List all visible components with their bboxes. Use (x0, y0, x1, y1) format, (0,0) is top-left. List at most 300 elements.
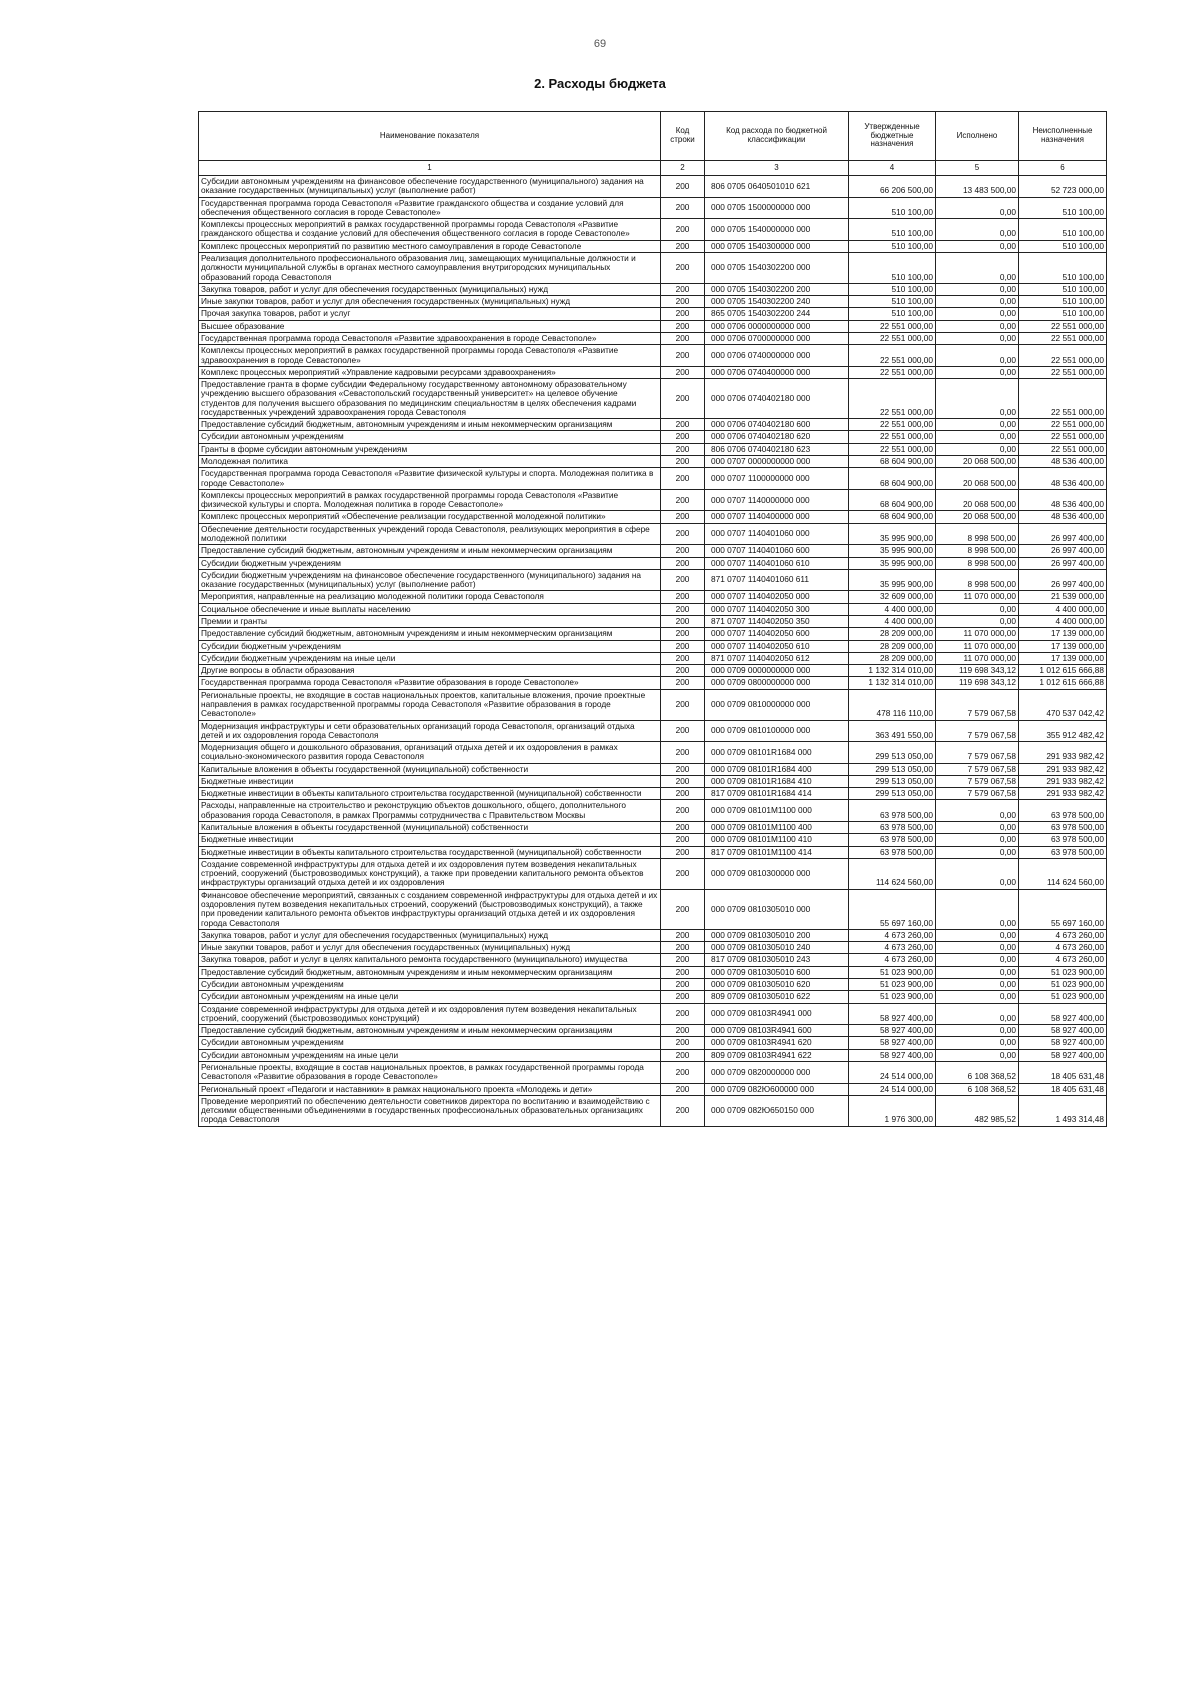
row-kbk: 000 0709 08101R1684 400 (705, 763, 849, 775)
row-approved: 299 513 050,00 (849, 742, 936, 764)
row-approved: 510 100,00 (849, 240, 936, 252)
row-executed: 0,00 (936, 419, 1019, 431)
column-number-row (199, 161, 1107, 176)
table-row (199, 176, 1107, 198)
row-executed: 0,00 (936, 954, 1019, 966)
row-line-code: 200 (661, 176, 705, 198)
row-kbk: 000 0707 1140400000 000 (705, 511, 849, 523)
expenditures-table (198, 111, 1107, 1127)
row-kbk: 000 0705 1500000000 000 (705, 197, 849, 219)
row-name: Обеспечение деятельности государственных учреждений города Севастополя, реализующих мероприятия в сфере молодежной политики (199, 523, 661, 545)
row-kbk: 000 0705 1540302200 000 (705, 252, 849, 283)
row-unexecuted: 63 978 500,00 (1019, 800, 1107, 822)
table-row (199, 489, 1107, 511)
row-line-code: 200 (661, 252, 705, 283)
row-unexecuted: 510 100,00 (1019, 197, 1107, 219)
row-unexecuted: 22 551 000,00 (1019, 320, 1107, 332)
row-line-code: 200 (661, 1095, 705, 1126)
row-unexecuted: 470 537 042,42 (1019, 689, 1107, 720)
table-row (199, 763, 1107, 775)
header-name: Наименование показателя (199, 112, 661, 161)
row-executed: 0,00 (936, 1025, 1019, 1037)
row-executed: 0,00 (936, 822, 1019, 834)
row-approved: 68 604 900,00 (849, 468, 936, 490)
row-name: Субсидии автономным учреждениям на финансовое обеспечение государственного (муниципального) задания на оказание государственных (муниципальных) услуг (выполнение работ) (199, 176, 661, 198)
row-name: Прочая закупка товаров, работ и услуг (199, 308, 661, 320)
table-row (199, 942, 1107, 954)
row-unexecuted: 58 927 400,00 (1019, 1003, 1107, 1025)
table-row (199, 1037, 1107, 1049)
row-approved: 68 604 900,00 (849, 511, 936, 523)
row-unexecuted: 1 493 314,48 (1019, 1095, 1107, 1126)
row-kbk: 000 0705 1540302200 240 (705, 296, 849, 308)
row-unexecuted: 510 100,00 (1019, 296, 1107, 308)
row-kbk: 000 0707 1140000000 000 (705, 489, 849, 511)
row-name: Мероприятия, направленные на реализацию молодежной политики города Севастополя (199, 591, 661, 603)
row-unexecuted: 18 405 631,48 (1019, 1061, 1107, 1083)
row-unexecuted: 17 139 000,00 (1019, 640, 1107, 652)
row-kbk: 000 0709 0810305010 200 (705, 929, 849, 941)
table-row (199, 240, 1107, 252)
row-approved: 478 116 110,00 (849, 689, 936, 720)
row-executed: 11 070 000,00 (936, 640, 1019, 652)
row-approved: 22 551 000,00 (849, 419, 936, 431)
table-row (199, 1049, 1107, 1061)
row-name: Реализация дополнительного профессионального образования лиц, замещающих муниципальные должности и должности муниципальной службы в органах местного самоуправления внутригородских муниципальных образований города Севастополя (199, 252, 661, 283)
row-line-code: 200 (661, 991, 705, 1003)
row-approved: 510 100,00 (849, 219, 936, 241)
table-row (199, 1095, 1107, 1126)
row-executed: 0,00 (936, 219, 1019, 241)
row-executed: 119 698 343,12 (936, 665, 1019, 677)
row-executed: 0,00 (936, 345, 1019, 367)
row-unexecuted: 22 551 000,00 (1019, 345, 1107, 367)
row-approved: 510 100,00 (849, 296, 936, 308)
row-unexecuted: 22 551 000,00 (1019, 419, 1107, 431)
row-approved: 4 400 000,00 (849, 615, 936, 627)
table-row (199, 822, 1107, 834)
row-kbk: 000 0705 1540000000 000 (705, 219, 849, 241)
row-kbk: 000 0709 0810000000 000 (705, 689, 849, 720)
row-approved: 299 513 050,00 (849, 775, 936, 787)
row-kbk: 871 0707 1140402050 612 (705, 652, 849, 664)
table-row (199, 320, 1107, 332)
header-unexecuted: Неисполненные назначения (1019, 112, 1107, 161)
table-row (199, 991, 1107, 1003)
row-kbk: 000 0705 1540300000 000 (705, 240, 849, 252)
row-approved: 510 100,00 (849, 252, 936, 283)
row-kbk: 000 0709 08101R1684 410 (705, 775, 849, 787)
row-executed: 0,00 (936, 379, 1019, 419)
table-row (199, 954, 1107, 966)
row-approved: 63 978 500,00 (849, 800, 936, 822)
row-kbk: 000 0706 0700000000 000 (705, 332, 849, 344)
row-line-code: 200 (661, 468, 705, 490)
row-approved: 22 551 000,00 (849, 366, 936, 378)
row-name: Субсидии автономным учреждениям (199, 978, 661, 990)
row-name: Региональный проект «Педагоги и наставники» в рамках национального проекта «Молодежь и дети» (199, 1083, 661, 1095)
row-kbk: 000 0709 0820000000 000 (705, 1061, 849, 1083)
row-line-code: 200 (661, 240, 705, 252)
row-executed: 0,00 (936, 615, 1019, 627)
row-line-code: 200 (661, 1037, 705, 1049)
row-executed: 6 108 368,52 (936, 1061, 1019, 1083)
table-row (199, 308, 1107, 320)
row-executed: 0,00 (936, 800, 1019, 822)
row-approved: 510 100,00 (849, 283, 936, 295)
row-executed: 6 108 368,52 (936, 1083, 1019, 1095)
table-row (199, 788, 1107, 800)
row-name: Создание современной инфраструктуры для отдыха детей и их оздоровления путем возведения некапитальных строений, сооружений (быстровозводимых конструкций), а также при проведении капитального ремонта объектов инфраструктуры организаций отдыха детей и их оздоровления (199, 858, 661, 889)
table-row (199, 557, 1107, 569)
row-line-code: 200 (661, 640, 705, 652)
page-title: 2. Расходы бюджета (534, 76, 666, 91)
row-line-code: 200 (661, 689, 705, 720)
table-row (199, 219, 1107, 241)
row-line-code: 200 (661, 652, 705, 664)
row-kbk: 871 0707 1140401060 611 (705, 569, 849, 591)
row-approved: 22 551 000,00 (849, 345, 936, 367)
row-executed: 7 579 067,58 (936, 742, 1019, 764)
table-row (199, 431, 1107, 443)
row-unexecuted: 63 978 500,00 (1019, 822, 1107, 834)
row-executed: 0,00 (936, 978, 1019, 990)
table-header-row (199, 112, 1107, 161)
row-unexecuted: 510 100,00 (1019, 283, 1107, 295)
table-row (199, 966, 1107, 978)
row-name: Государственная программа города Севастополя «Развитие физической культуры и спорта. Молодежная политика в городе Севастополе» (199, 468, 661, 490)
row-line-code: 200 (661, 677, 705, 689)
row-line-code: 200 (661, 858, 705, 889)
row-name: Комплекс процессных мероприятий «Управление кадровыми ресурсами здравоохранения» (199, 366, 661, 378)
table-row (199, 379, 1107, 419)
row-kbk: 806 0705 0640501010 621 (705, 176, 849, 198)
row-name: Расходы, направленные на строительство и реконструкцию объектов дошкольного, общего, дополнительного образования города Севастополя, в рамках Программы сотрудничества с Правительством Москвы (199, 800, 661, 822)
row-line-code: 200 (661, 320, 705, 332)
row-name: Капитальные вложения в объекты государственной (муниципальной) собственности (199, 822, 661, 834)
header-approved: Утвержденные бюджетные назначения (849, 112, 936, 161)
row-approved: 4 673 260,00 (849, 942, 936, 954)
row-unexecuted: 26 997 400,00 (1019, 545, 1107, 557)
row-unexecuted: 48 536 400,00 (1019, 468, 1107, 490)
table-row (199, 1025, 1107, 1037)
row-unexecuted: 291 933 982,42 (1019, 742, 1107, 764)
row-kbk: 000 0705 1540302200 200 (705, 283, 849, 295)
row-unexecuted: 48 536 400,00 (1019, 456, 1107, 468)
row-line-code: 200 (661, 219, 705, 241)
row-line-code: 200 (661, 431, 705, 443)
row-executed: 0,00 (936, 443, 1019, 455)
row-unexecuted: 510 100,00 (1019, 240, 1107, 252)
table-row (199, 800, 1107, 822)
row-name: Региональные проекты, не входящие в состав национальных проектов, капитальные вложения, прочие проектные направления в рамках государственной программы города Севастополя «Развитие образования в городе Севастополе» (199, 689, 661, 720)
row-unexecuted: 1 012 615 666,88 (1019, 665, 1107, 677)
row-executed: 20 068 500,00 (936, 489, 1019, 511)
row-executed: 0,00 (936, 603, 1019, 615)
row-name: Субсидии бюджетным учреждениям (199, 557, 661, 569)
table-body (199, 176, 1107, 1127)
row-kbk: 000 0706 0740402180 600 (705, 419, 849, 431)
row-executed: 0,00 (936, 889, 1019, 929)
row-kbk: 000 0707 1140401060 600 (705, 545, 849, 557)
row-line-code: 200 (661, 591, 705, 603)
row-unexecuted: 52 723 000,00 (1019, 176, 1107, 198)
row-line-code: 200 (661, 742, 705, 764)
row-kbk: 865 0705 1540302200 244 (705, 308, 849, 320)
row-name: Субсидии автономным учреждениям (199, 431, 661, 443)
row-executed: 0,00 (936, 431, 1019, 443)
row-name: Бюджетные инвестиции в объекты капитального строительства государственной (муниципальной) собственности (199, 846, 661, 858)
row-executed: 0,00 (936, 308, 1019, 320)
row-name: Закупка товаров, работ и услуг для обеспечения государственных (муниципальных) нужд (199, 283, 661, 295)
row-approved: 1 132 314 010,00 (849, 665, 936, 677)
row-name: Социальное обеспечение и иные выплаты населению (199, 603, 661, 615)
header-kbk: Код расхода по бюджетной классификации (705, 112, 849, 161)
table-row (199, 1083, 1107, 1095)
row-approved: 51 023 900,00 (849, 991, 936, 1003)
table-row (199, 332, 1107, 344)
row-unexecuted: 55 697 160,00 (1019, 889, 1107, 929)
row-name: Предоставление гранта в форме субсидии Федеральному государственному автономному образовательному учреждению высшего образования «Севастопольский государственный университет» на целевое обучение студентов для получения высшего образования по медицинским специальностям в целях обеспечения кадрами государственных учреждений здравоохранения города Севастополя (199, 379, 661, 419)
row-kbk: 000 0709 0810100000 000 (705, 720, 849, 742)
row-executed: 0,00 (936, 366, 1019, 378)
row-executed: 0,00 (936, 834, 1019, 846)
row-line-code: 200 (661, 942, 705, 954)
row-approved: 4 400 000,00 (849, 603, 936, 615)
row-approved: 4 673 260,00 (849, 954, 936, 966)
row-unexecuted: 58 927 400,00 (1019, 1037, 1107, 1049)
row-executed: 119 698 343,12 (936, 677, 1019, 689)
row-unexecuted: 4 400 000,00 (1019, 603, 1107, 615)
row-unexecuted: 291 933 982,42 (1019, 775, 1107, 787)
row-kbk: 000 0709 08103R4941 600 (705, 1025, 849, 1037)
table-row (199, 689, 1107, 720)
row-name: Бюджетные инвестиции (199, 834, 661, 846)
row-approved: 1 132 314 010,00 (849, 677, 936, 689)
row-line-code: 200 (661, 603, 705, 615)
row-approved: 58 927 400,00 (849, 1003, 936, 1025)
row-name: Проведение мероприятий по обеспечению деятельности советников директора по воспитанию и взаимодействию с детскими общественными объединениями в государственных профессиональных образовательных организациях города Севастополя (199, 1095, 661, 1126)
row-approved: 299 513 050,00 (849, 788, 936, 800)
row-line-code: 200 (661, 296, 705, 308)
table-row (199, 296, 1107, 308)
row-kbk: 000 0709 08101R1684 000 (705, 742, 849, 764)
table-row (199, 345, 1107, 367)
row-executed: 20 068 500,00 (936, 468, 1019, 490)
row-executed: 0,00 (936, 332, 1019, 344)
row-kbk: 000 0707 1140402050 300 (705, 603, 849, 615)
row-kbk: 806 0706 0740402180 623 (705, 443, 849, 455)
row-approved: 28 209 000,00 (849, 640, 936, 652)
row-line-code: 200 (661, 366, 705, 378)
table-row (199, 511, 1107, 523)
row-line-code: 200 (661, 763, 705, 775)
row-kbk: 000 0707 1140402050 000 (705, 591, 849, 603)
table-row (199, 456, 1107, 468)
row-name: Модернизация общего и дошкольного образования, организаций отдыха детей и их оздоровления в рамках социально-экономического развития города Севастополя (199, 742, 661, 764)
row-kbk: 000 0709 0000000000 000 (705, 665, 849, 677)
row-unexecuted: 114 624 560,00 (1019, 858, 1107, 889)
row-executed: 7 579 067,58 (936, 775, 1019, 787)
row-name: Комплексы процессных мероприятий в рамках государственной программы города Севастополя «Развитие гражданского общества и создание условий для обеспечения общественного согласия в городе Севастополе» (199, 219, 661, 241)
column-number: 1 (199, 161, 661, 176)
table-row (199, 283, 1107, 295)
row-kbk: 000 0709 08101M1100 410 (705, 834, 849, 846)
row-kbk: 000 0707 1140402050 610 (705, 640, 849, 652)
row-line-code: 200 (661, 523, 705, 545)
row-kbk: 000 0707 0000000000 000 (705, 456, 849, 468)
row-name: Государственная программа города Севастополя «Развитие здравоохранения в городе Севастополе» (199, 332, 661, 344)
row-unexecuted: 51 023 900,00 (1019, 991, 1107, 1003)
row-name: Субсидии автономным учреждениям на иные цели (199, 991, 661, 1003)
row-executed: 0,00 (936, 296, 1019, 308)
row-executed: 0,00 (936, 283, 1019, 295)
row-executed: 7 579 067,58 (936, 720, 1019, 742)
table-row (199, 468, 1107, 490)
row-unexecuted: 18 405 631,48 (1019, 1083, 1107, 1095)
row-name: Иные закупки товаров, работ и услуг для обеспечения государственных (муниципальных) нужд (199, 296, 661, 308)
table-row (199, 628, 1107, 640)
row-name: Иные закупки товаров, работ и услуг для обеспечения государственных (муниципальных) нужд (199, 942, 661, 954)
row-name: Высшее образование (199, 320, 661, 332)
row-executed: 0,00 (936, 1049, 1019, 1061)
row-name: Предоставление субсидий бюджетным, автономным учреждениям и иным некоммерческим организациям (199, 628, 661, 640)
table-row (199, 603, 1107, 615)
row-approved: 1 976 300,00 (849, 1095, 936, 1126)
row-name: Предоставление субсидий бюджетным, автономным учреждениям и иным некоммерческим организациям (199, 966, 661, 978)
row-approved: 22 551 000,00 (849, 443, 936, 455)
row-approved: 35 995 900,00 (849, 569, 936, 591)
row-unexecuted: 48 536 400,00 (1019, 489, 1107, 511)
row-kbk: 000 0706 0740000000 000 (705, 345, 849, 367)
row-executed: 482 985,52 (936, 1095, 1019, 1126)
row-line-code: 200 (661, 966, 705, 978)
row-name: Субсидии бюджетным учреждениям на финансовое обеспечение государственного (муниципального) задания на оказание государственных (муниципальных) услуг (выполнение работ) (199, 569, 661, 591)
row-approved: 68 604 900,00 (849, 489, 936, 511)
table-row (199, 545, 1107, 557)
row-unexecuted: 22 551 000,00 (1019, 332, 1107, 344)
row-kbk: 000 0707 1100000000 000 (705, 468, 849, 490)
table-row (199, 834, 1107, 846)
column-number: 3 (705, 161, 849, 176)
row-name: Гранты в форме субсидии автономным учреждениям (199, 443, 661, 455)
row-executed: 0,00 (936, 1037, 1019, 1049)
row-name: Предоставление субсидий бюджетным, автономным учреждениям и иным некоммерческим организациям (199, 419, 661, 431)
table-row (199, 523, 1107, 545)
page-number: 69 (593, 38, 607, 50)
row-approved: 51 023 900,00 (849, 966, 936, 978)
row-approved: 22 551 000,00 (849, 379, 936, 419)
row-kbk: 000 0706 0740400000 000 (705, 366, 849, 378)
row-executed: 0,00 (936, 1003, 1019, 1025)
table-row (199, 419, 1107, 431)
row-unexecuted: 4 673 260,00 (1019, 942, 1107, 954)
table-row (199, 615, 1107, 627)
row-executed: 0,00 (936, 991, 1019, 1003)
row-kbk: 000 0707 1140401060 610 (705, 557, 849, 569)
row-executed: 20 068 500,00 (936, 456, 1019, 468)
row-line-code: 200 (661, 929, 705, 941)
row-name: Комплексы процессных мероприятий в рамках государственной программы города Севастополя «Развитие здравоохранения в городе Севастополе» (199, 345, 661, 367)
row-kbk: 000 0709 082Ю600000 000 (705, 1083, 849, 1095)
table-row (199, 978, 1107, 990)
row-kbk: 809 0709 0810305010 622 (705, 991, 849, 1003)
row-approved: 58 927 400,00 (849, 1025, 936, 1037)
table-row (199, 677, 1107, 689)
row-kbk: 000 0709 0810305010 600 (705, 966, 849, 978)
row-approved: 63 978 500,00 (849, 846, 936, 858)
row-approved: 35 995 900,00 (849, 545, 936, 557)
row-line-code: 200 (661, 283, 705, 295)
row-line-code: 200 (661, 1083, 705, 1095)
row-kbk: 000 0709 082Ю650150 000 (705, 1095, 849, 1126)
row-executed: 8 998 500,00 (936, 523, 1019, 545)
row-unexecuted: 510 100,00 (1019, 219, 1107, 241)
table-row (199, 889, 1107, 929)
row-kbk: 871 0707 1140402050 350 (705, 615, 849, 627)
row-line-code: 200 (661, 1061, 705, 1083)
row-line-code: 200 (661, 665, 705, 677)
row-approved: 63 978 500,00 (849, 834, 936, 846)
row-name: Комплекс процессных мероприятий по развитию местного самоуправления в городе Севастополе (199, 240, 661, 252)
table-row (199, 846, 1107, 858)
row-name: Субсидии автономным учреждениям (199, 1037, 661, 1049)
row-name: Субсидии бюджетным учреждениям на иные цели (199, 652, 661, 664)
row-executed: 11 070 000,00 (936, 591, 1019, 603)
row-kbk: 809 0709 08103R4941 622 (705, 1049, 849, 1061)
row-unexecuted: 4 400 000,00 (1019, 615, 1107, 627)
row-unexecuted: 63 978 500,00 (1019, 846, 1107, 858)
row-kbk: 817 0709 08101M1100 414 (705, 846, 849, 858)
row-executed: 7 579 067,58 (936, 689, 1019, 720)
row-line-code: 200 (661, 720, 705, 742)
row-approved: 24 514 000,00 (849, 1083, 936, 1095)
table-row (199, 665, 1107, 677)
row-unexecuted: 51 023 900,00 (1019, 978, 1107, 990)
table-row (199, 197, 1107, 219)
row-unexecuted: 58 927 400,00 (1019, 1049, 1107, 1061)
column-number: 4 (849, 161, 936, 176)
row-approved: 58 927 400,00 (849, 1049, 936, 1061)
row-approved: 28 209 000,00 (849, 628, 936, 640)
row-unexecuted: 510 100,00 (1019, 308, 1107, 320)
row-executed: 0,00 (936, 942, 1019, 954)
row-approved: 58 927 400,00 (849, 1037, 936, 1049)
table-row (199, 742, 1107, 764)
row-approved: 35 995 900,00 (849, 523, 936, 545)
table-row (199, 569, 1107, 591)
table-row (199, 591, 1107, 603)
row-unexecuted: 63 978 500,00 (1019, 834, 1107, 846)
row-approved: 22 551 000,00 (849, 320, 936, 332)
row-line-code: 200 (661, 1003, 705, 1025)
row-approved: 66 206 500,00 (849, 176, 936, 198)
row-unexecuted: 291 933 982,42 (1019, 763, 1107, 775)
row-approved: 510 100,00 (849, 308, 936, 320)
row-executed: 0,00 (936, 966, 1019, 978)
table-row (199, 858, 1107, 889)
row-line-code: 200 (661, 846, 705, 858)
table-row (199, 443, 1107, 455)
table-row (199, 252, 1107, 283)
row-unexecuted: 22 551 000,00 (1019, 366, 1107, 378)
row-unexecuted: 291 933 982,42 (1019, 788, 1107, 800)
column-number: 5 (936, 161, 1019, 176)
row-executed: 8 998 500,00 (936, 557, 1019, 569)
row-approved: 51 023 900,00 (849, 978, 936, 990)
row-unexecuted: 4 673 260,00 (1019, 929, 1107, 941)
row-line-code: 200 (661, 1049, 705, 1061)
